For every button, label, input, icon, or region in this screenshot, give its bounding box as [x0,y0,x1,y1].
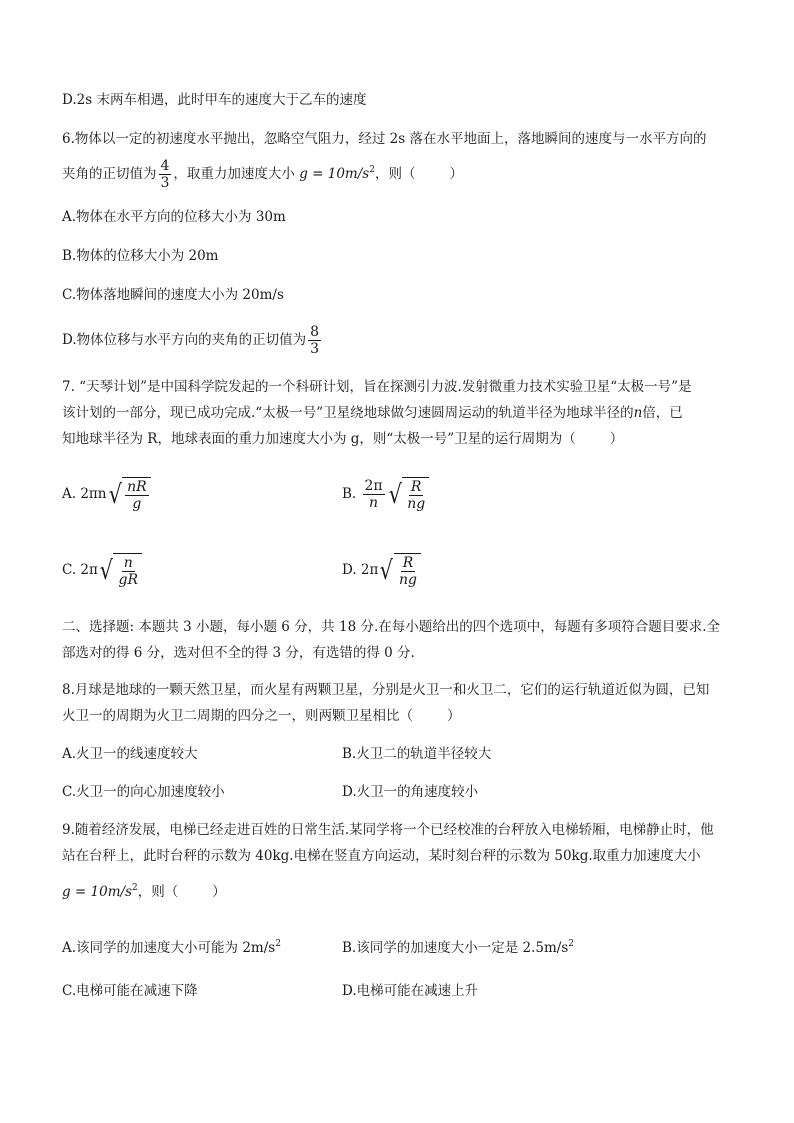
q7-option-b-label: B. [342,486,357,502]
q6-option-c: C.物体落地瞬间的速度大小为 20m/s [62,287,284,303]
fraction-numerator: R [410,478,422,495]
q6-stem-line-1: 6.物体以一定的初速度水平抛出，忽略空气阻力，经过 2s 落在水平地面上，落地瞬间的速度与一水平方向的 [62,131,707,147]
q7-option-d-label: D. 2π [342,562,379,578]
q9-option-a-exponent: 2 [275,939,281,949]
q7-option-a [62,474,151,514]
q8-close-paren: ） [447,708,461,724]
q8-option-b: B.火卫二的轨道半径较大 [342,746,492,762]
fraction-denominator: 3 [310,341,320,357]
q9-stem-line-3 [62,878,226,902]
q9-option-b [342,934,574,958]
fraction-denominator: n [369,495,379,511]
q7-option-a-label: A. 2πn [62,486,107,502]
q7-stem-line-3 [62,429,623,449]
q6-gravity-expr: g = 10m/s [299,166,370,182]
q6-stem-text-c: ，则（ [374,166,416,182]
q6-stem-text-b: ，取重力加速度大小 [173,166,295,182]
q9-gravity-expr: g = 10m/s [62,884,132,900]
sqrt-symbol: √ $\frac{R}{ng}$ [378,553,421,589]
q8-stem-line-1: 8.月球是地球的一颗天然卫星，而火星有两颗卫星，分别是火卫一和火卫二，它们的运行轨道近似为圆，已知 [62,682,710,698]
fraction-numerator: 2π [364,478,383,494]
q6-close-paren: ） [449,166,463,182]
q9-close-paren: ） [212,884,226,900]
q6-stem-line-2 [62,153,463,191]
fraction-denominator: ng [398,571,417,588]
q8-option-c: C.火卫一的向心加速度较小 [62,784,225,800]
fraction-numerator: R [402,554,414,571]
q7-option-d [342,550,421,590]
q6-stem-text-a: 夹角的正切值为 [62,166,157,182]
q9-gravity-exponent: 2 [132,883,138,893]
fraction-numerator: 4 [160,158,170,174]
q9-option-a [62,934,281,958]
sqrt-symbol: √ $\frac{nR}{g}$ [107,477,151,513]
q7-stem-text-c: 知地球半径为 R，地球表面的重力加速度大小为 g，则“太极一号”卫星的运行周期为（ [62,431,576,447]
q9-option-a-text: A.该同学的加速度大小可能为 2m/s [62,940,276,956]
q9-option-b-exponent: 2 [568,939,574,949]
fraction-denominator: 3 [160,175,170,191]
q7-stem-line-2 [62,403,683,423]
fraction-denominator: g [132,495,142,512]
q7-n-variable: n [633,405,643,421]
fraction-numerator: n [123,554,133,571]
q6-tan-fraction [159,158,172,191]
q9-stem-line-1: 9.随着经济发展，电梯已经走进百姓的日常生活.某同学将一个已经校准的台秤放入电梯轿厢，电梯静止时，他 [62,822,714,838]
q7-close-paren: ） [609,431,624,447]
section2-instructions-line-1: 二、选择题: 本题共 3 小题，每小题 6 分，共 18 分.在每小题给出的四个选项中，每题有多项符合题目要求.全 [62,619,721,635]
sqrt-symbol: √ $\frac{n}{gR}$ [98,553,142,589]
sqrt-symbol: √ $\frac{R}{ng}$ [387,477,430,513]
q8-stem-text: 火卫一的周期为火卫二周期的四分之一，则两颗卫星相比（ [62,708,413,724]
q9-stem-line-2: 站在台秤上，此时台秤的示数为 40kg.电梯在竖直方向运动，某时刻台秤的示数为 50kg.取重力加速度大小 [62,848,701,864]
q9-option-d: D.电梯可能在减速上升 [342,983,479,999]
fraction-denominator: gR [118,571,138,588]
q7-option-c [62,550,142,590]
section2-instructions-line-2: 部选对的得 6 分，选对但不全的得 3 分，有选错的得 0 分. [62,645,415,661]
q7-option-b-coefficient [363,478,385,511]
q6-option-d-text: D.物体位移与水平方向的夹角的正切值为 [62,332,307,348]
q6-option-b: B.物体的位移大小为 20m [62,248,219,264]
fraction-numerator: nR [127,478,147,495]
q7-stem-text-a: 该计划的一部分，现已成功完成.“太极一号”卫星绕地球做匀速圆周运动的轨道半径为地球半径的 [62,405,634,421]
q6-option-a: A.物体在水平方向的位移大小为 30m [62,209,286,225]
fraction-numerator: 8 [310,324,320,340]
q7-stem-text-b: 倍，已 [642,405,683,421]
q8-option-d: D.火卫一的角速度较小 [342,784,479,800]
q6-gravity-exponent: 2 [369,165,375,175]
q7-option-b [342,474,429,514]
q7-stem-line-1: 7. “天琴计划”是中国科学院发起的一个科研计划，旨在探测引力波.发射微重力技术实验卫星“太极一号”是 [62,379,692,395]
q9-stem-text: ，则（ [137,884,179,900]
q9-option-c: C.电梯可能在减速下降 [62,983,198,999]
q6-option-d [62,322,323,358]
q5-option-d: D.2s 末两车相遇，此时甲车的速度大于乙车的速度 [62,92,367,108]
q7-option-c-label: C. 2π [62,562,98,578]
q6-option-d-fraction [308,324,321,357]
q8-stem-line-2 [62,706,461,726]
fraction-denominator: ng [407,495,426,512]
q8-option-a: A.火卫一的线速度较大 [62,746,198,762]
q9-option-b-text: B.该同学的加速度大小一定是 2.5m/s [342,940,569,956]
